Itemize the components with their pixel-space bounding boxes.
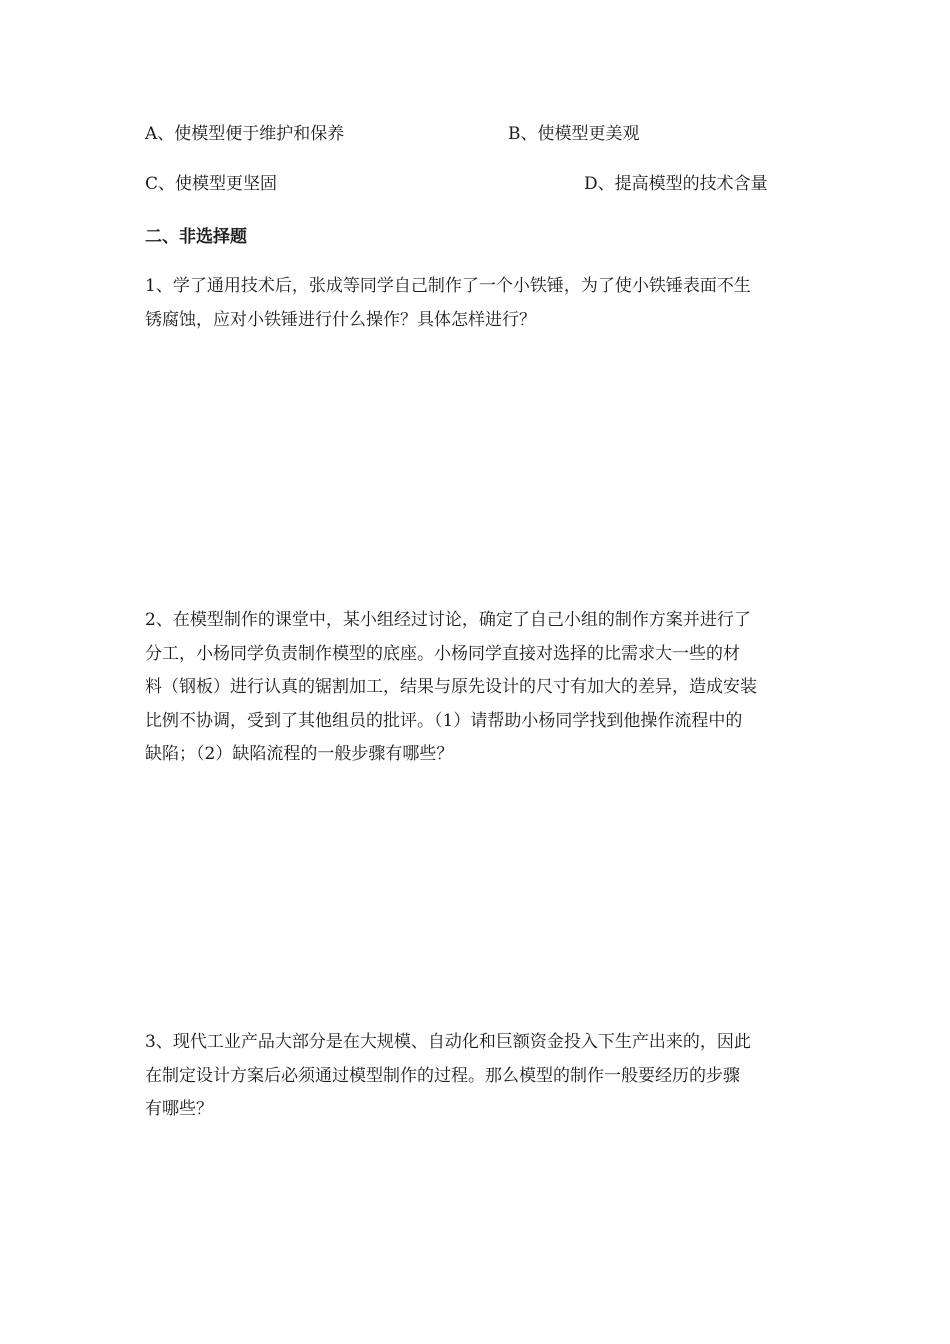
question-3-line-3: 有哪些？: [145, 1099, 213, 1119]
question-2-line-2: 分工，小杨同学负责制作模型的底座。小杨同学直接对选择的比需求大一些的材: [145, 643, 740, 664]
question-3-line-2: 在制定设计方案后必须通过模型制作的过程。那么模型的制作一般要经历的步骤: [145, 1065, 740, 1086]
answer-space-3: [145, 1130, 810, 1310]
option-c: C、使模型更坚固: [145, 174, 278, 194]
question-3: [145, 1026, 825, 1127]
option-a: A、使模型便于维护和保养: [145, 124, 345, 144]
question-2-line-4: 比例不协调，受到了其他组员的批评。（1）请帮助小杨同学找到他操作流程中的: [145, 710, 743, 731]
answer-space-1: [145, 345, 810, 600]
question-2-line-1: 2、在模型制作的课堂中，某小组经过讨论，确定了自己小组的制作方案并进行了: [145, 610, 751, 630]
question-1: [145, 270, 825, 337]
question-2-line-5: 缺陷；（2）缺陷流程的一般步骤有哪些？: [145, 744, 454, 764]
answer-space-2: [145, 780, 810, 1025]
question-3-line-1: 3、现代工业产品大部分是在大规模、自动化和巨额资金投入下生产出来的，因此: [145, 1032, 751, 1052]
question-2-line-3: 料（钢板）进行认真的锯割加工，结果与原先设计的尺寸有加大的差异，造成安装: [145, 677, 757, 697]
question-1-line-2: 锈腐蚀，应对小铁锤进行什么操作？具体怎样进行？: [145, 309, 536, 330]
option-d: D、提高模型的技术含量: [584, 174, 768, 194]
question-2: [145, 604, 825, 772]
question-1-line-1: 1、学了通用技术后，张成等同学自己制作了一个小铁锤，为了使小铁锤表面不生: [145, 276, 751, 296]
section-title: 二、非选择题: [145, 227, 247, 247]
option-b: B、使模型更美观: [508, 124, 640, 144]
